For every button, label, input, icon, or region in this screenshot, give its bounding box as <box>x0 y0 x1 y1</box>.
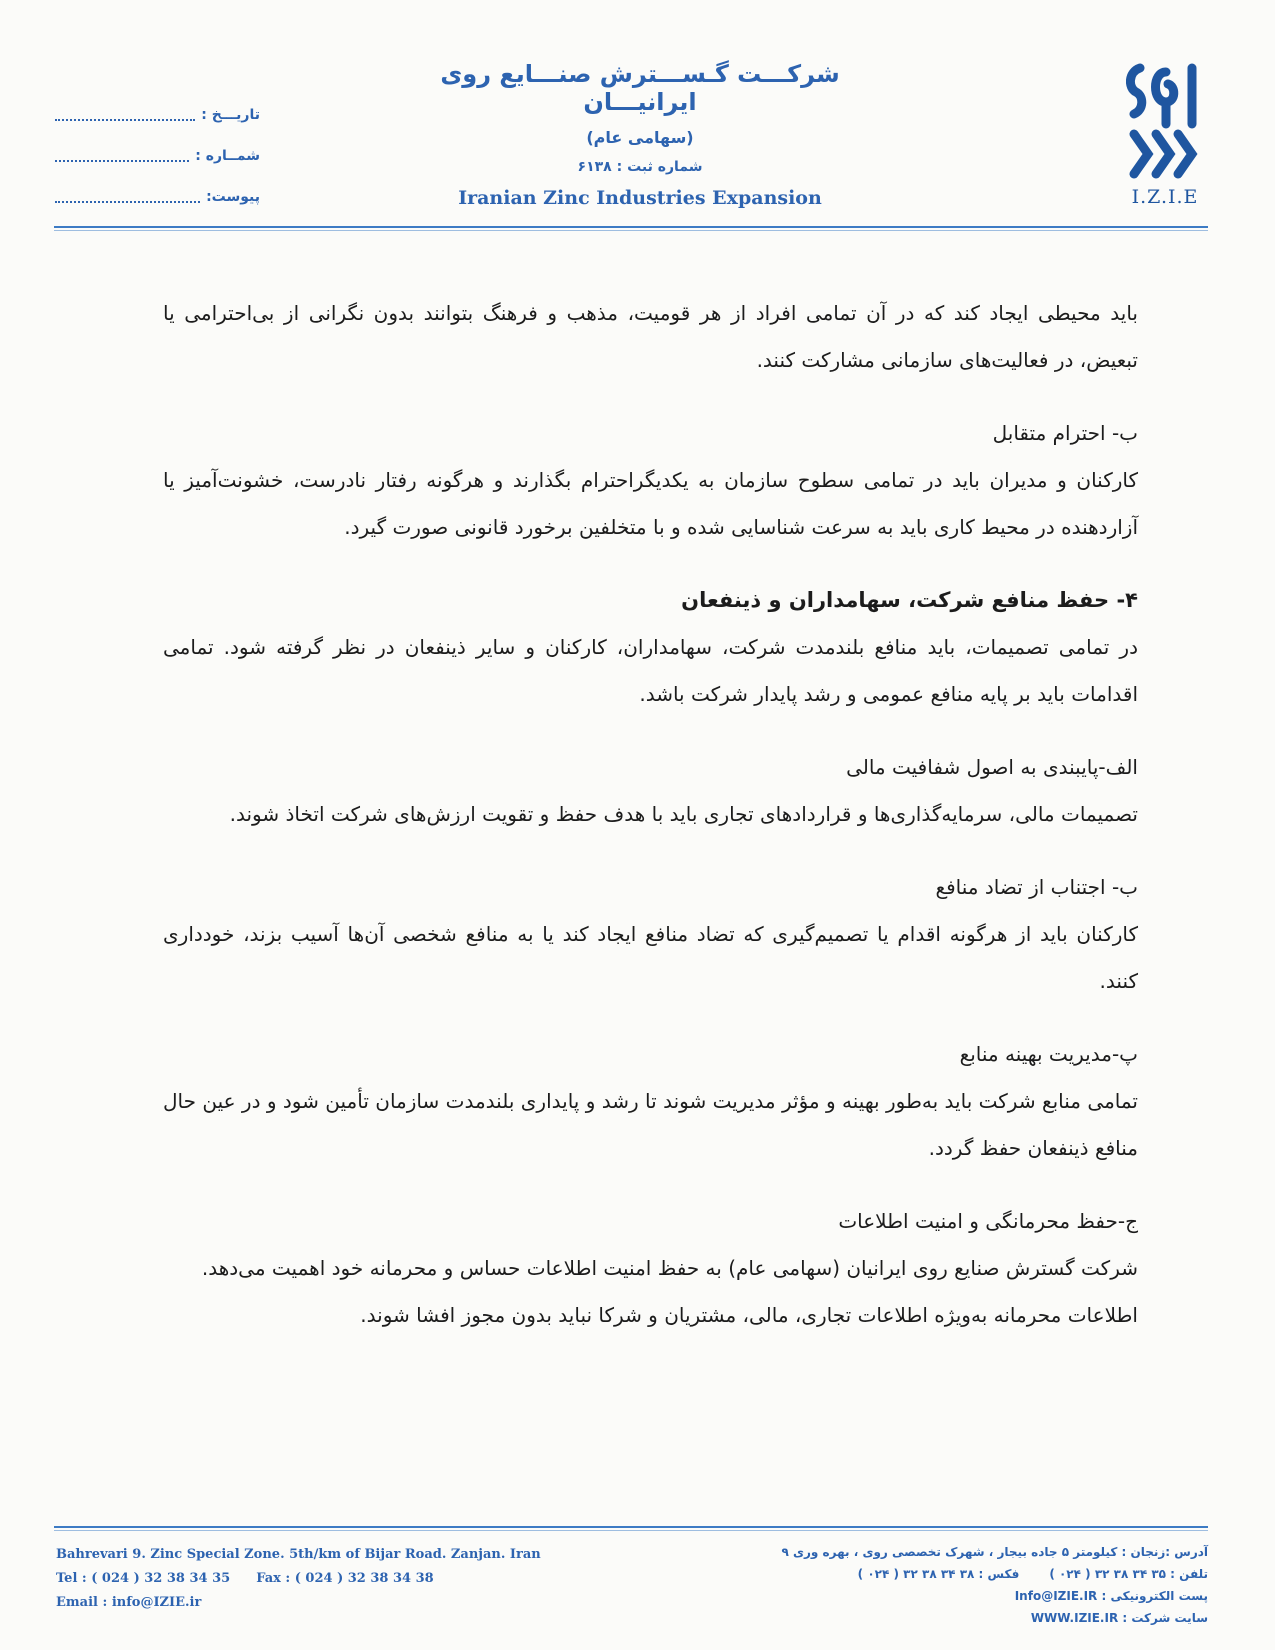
number-row <box>55 135 260 176</box>
address-fa: آدرس :زنجان : کیلومتر ۵ جاده بیجار ، شهرک تخصصی روی ، بهره وری ۹ <box>781 1545 1208 1559</box>
header-divider <box>54 226 1208 228</box>
paragraph: اطلاعات محرمانه به‌ویژه اطلاعات تجاری، مالی، مشتریان و شرکا نباید بدون مجوز افشا شوند. <box>360 1303 1138 1327</box>
fax-en: Fax : ( 024 ) 32 38 34 38 <box>256 1571 434 1586</box>
phone-fax-en <box>56 1567 576 1591</box>
paragraph: در تمامی تصمیمات، باید منافع بلندمدت شرکت، سهامداران، کارکنان و سایر ذینفعان در نظر گرفته شود. تمامی اقدامات باید بر پایه منافع عمومی و رشد پایدار شرکت باشد. <box>163 635 1138 706</box>
subheading: ب- احترام متقابل <box>992 421 1138 445</box>
attachment-label: پیوست: <box>206 188 260 205</box>
tel-fa: تلفن : ۳۵ ۳۴ ۳۸ ۳۲ ( ۰۲۴ ) <box>1049 1567 1208 1581</box>
section-heading: ۴- حفظ منافع شرکت، سهامداران و ذینفعان <box>681 588 1138 612</box>
footer-contact-fa <box>700 1541 1208 1629</box>
date-field <box>55 109 195 121</box>
paragraph: تمامی منابع شرکت باید به‌طور بهینه و مؤثر مدیریت شوند تا رشد و پایداری بلندمدت سازمان تأمین شود و در عین حال منافع ذینفعان حفظ گردد. <box>163 1089 1138 1160</box>
paragraph: باید محیطی ایجاد کند که در آن تمامی افراد از هر قومیت، مذهب و فرهنگ بتوانند بدون نگرانی از بی‌احترامی یا تبعیض، در فعالیت‌های سازمانی مشارکت کنند. <box>163 301 1138 372</box>
email-fa: پست الکترونیکی : Info@IZIE.IR <box>1014 1589 1208 1603</box>
date-label: تاریـــخ : <box>201 106 260 123</box>
paragraph: تصمیمات مالی، سرمایه‌گذاری‌ها و قراردادهای تجاری باید با هدف حفظ و تقویت ارزش‌های شرکت اتخاذ شوند. <box>229 802 1138 826</box>
footer-contact-en <box>56 1543 576 1615</box>
company-heading <box>380 60 900 209</box>
paragraph: کارکنان و مدیران باید در تمامی سطوح سازمان به یکدیگراحترام بگذارند و هرگونه رفتار نادرست، خشونت‌آمیز یا آزاردهنده در محیط کاری باید به سرعت شناسایی شده و با متخلفین برخورد قانونی صورت گیرد. <box>163 468 1138 539</box>
letter-meta <box>55 94 260 217</box>
letter-body <box>163 290 1138 1339</box>
paragraph: شرکت گسترش صنایع روی ایرانیان (سهامی عام) به حفظ امنیت اطلاعات حساس و محرمانه خود اهمیت می‌دهد. <box>201 1256 1138 1280</box>
subheading: الف-پایبندی به اصول شفافیت مالی <box>846 755 1138 779</box>
website-fa: سایت شرکت : WWW.IZIE.IR <box>1030 1611 1208 1625</box>
izie-logo-icon <box>1126 62 1204 184</box>
company-type: (سهامی عام) <box>586 128 694 147</box>
footer-divider <box>54 1526 1208 1528</box>
address-en: Bahrevari 9. Zinc Special Zone. 5th/km of Bijar Road. Zanjan. Iran <box>56 1547 541 1562</box>
number-label: شمــاره : <box>195 147 260 164</box>
tel-en: Tel : ( 024 ) 32 38 34 35 <box>56 1571 231 1586</box>
logo-text: I.Z.I.E <box>1131 186 1199 208</box>
header-divider-thin <box>54 230 1208 231</box>
company-name-en: Iranian Zinc Industries Expansion <box>458 187 822 209</box>
registration-number: شماره ثبت : ۶۱۳۸ <box>577 159 703 175</box>
attachment-row <box>55 176 260 217</box>
subheading: ب- اجتناب از تضاد منافع <box>935 875 1138 899</box>
footer-divider-thin <box>54 1530 1208 1531</box>
paragraph: کارکنان باید از هرگونه اقدام یا تصمیم‌گیری که تضاد منافع ایجاد کند یا به منافع شخصی آن‌ها آسیب بزند، خودداری کنند. <box>163 922 1138 993</box>
email-en: Email : info@IZIE.ir <box>56 1595 202 1610</box>
subheading: پ-مدیریت بهینه منابع <box>959 1042 1138 1066</box>
attachment-field <box>55 191 200 203</box>
company-logo <box>1115 62 1215 222</box>
company-name-fa: شرکـــت گـســـترش صنـــایع روی ایرانیـــان <box>440 60 840 116</box>
phone-fax-fa <box>700 1563 1208 1585</box>
date-row <box>55 94 260 135</box>
fax-fa: فکس : ۳۸ ۳۴ ۳۸ ۳۲ ( ۰۲۴ ) <box>857 1567 1020 1581</box>
number-field <box>55 150 189 162</box>
subheading: ج-حفظ محرمانگی و امنیت اطلاعات <box>838 1209 1138 1233</box>
